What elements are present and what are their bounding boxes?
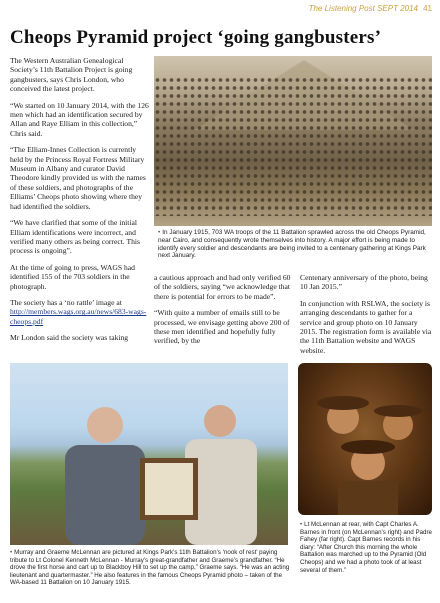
paragraph-text: The society has a ‘no rattle’ image at [10,297,122,307]
publication-name: The Listening Post SEPT 2014 [308,4,418,13]
article-column-3 [300,273,432,362]
paragraph: Mr London said the society was taking [10,333,129,343]
paragraph: “With quite a number of emails still to be processed, we envisage getting above 200 of these men identified and hopefully fully verified, by the [154,308,290,346]
paragraph: At the time of going to press, WAGS had identified 155 of the 703 soldiers in the photograph. [10,262,135,291]
photo-caption-top [158,229,430,260]
page-header [0,0,440,18]
pdf-link[interactable]: http://members.wags.org.au/news/683-wags-cheops.pdf [10,307,147,326]
wwi-soldiers-photo [298,363,432,515]
bullet-icon: • [300,521,303,528]
cheops-pyramid-photo [154,56,432,226]
page-number: 41 [423,4,432,13]
paragraph-with-link [10,298,149,326]
paragraph: a cautious approach and had only verified 60 of the soldiers, saying “we acknowledge that there is potential for errors to be made”. [154,273,291,301]
bullet-icon: • [158,229,161,236]
paragraph: Centenary anniversary of the photo, being 10 Jan 2015.” [300,273,428,292]
article-column-1 [10,56,149,350]
photo-illustration [10,363,288,545]
bullet-icon: • [10,549,13,556]
paragraph: “We have clarified that some of the initial Elliam identifications were incorrect, and verified many others as being correct. This process is ongoing”. [10,218,140,256]
photo-caption-bottom-right [300,521,432,574]
caption-text: In January 1915, 703 WA troops of the 11 Battalion sprawled across the old Cheops Pyramid, near Cairo, and consequently wrote themselves into history. A major effort is being made to identify every soldier and descendants are being invited to a centenary gathering at Kings Park next January. [158,229,426,260]
caption-text: Murray and Graeme McLennan are pictured at Kings Park’s 11th Battalion’s ‘nook of rest’ paying tribute to Lt Colonel Kenneth McLennan - Murray’s great-grandfather and Graeme’s grandfather. “He drove the first horse and cart up to Blackboy Hill to set up the camp,” Graeme says. “He was an acting lieutenant and quartermaster.” He also features in the famous Cheops Pyramid photo – taken of the WA-based 11 Battalion on 10 January 1915. [10,549,290,587]
paragraph: “The Elliam-Innes Collection is currently held by the Princess Royal Fortress Military Museum in Albany and curator David Theodore kindly provided us with the names of these soldiers, and photographs of the Elliams’ Cheops photo showing where they had identified the soldiers. [10,145,146,211]
caption-text: Lt McLennan at rear, with Capt Charles A. Barnes in front (on McLennan’s right) and Padre Fahey (far right). Capt Barnes records in his diary: “After Church this morning the whole Battalion was marched up to the Pyramid (Old Cheops) and we had a photo took of at least several of them.” [300,521,432,574]
photo-caption-bottom-left [10,549,290,587]
soldiers-crowd [154,76,432,216]
paragraph: “We started on 10 January 2014, with the 126 men which had an identification secured by Allan and Raye Elliam in this collection,” Chris said. [10,100,149,138]
article-column-2 [154,273,294,353]
paragraph: The Western Australian Genealogical Society’s 11th Battalion Project is going gangbusters, says Chris London, who conceived the latest project. [10,56,133,94]
article-title: Cheops Pyramid project ‘going gangbusters’ [10,27,382,48]
paragraph: In conjunction with RSLWA, the society is arranging descendants to gather for a service and group photo on 10 January 2015. The registration form is available via the 11th Battalion website and WAGS website. [300,298,432,355]
mclennan-kings-park-photo [10,363,288,545]
photo-illustration [298,363,432,515]
